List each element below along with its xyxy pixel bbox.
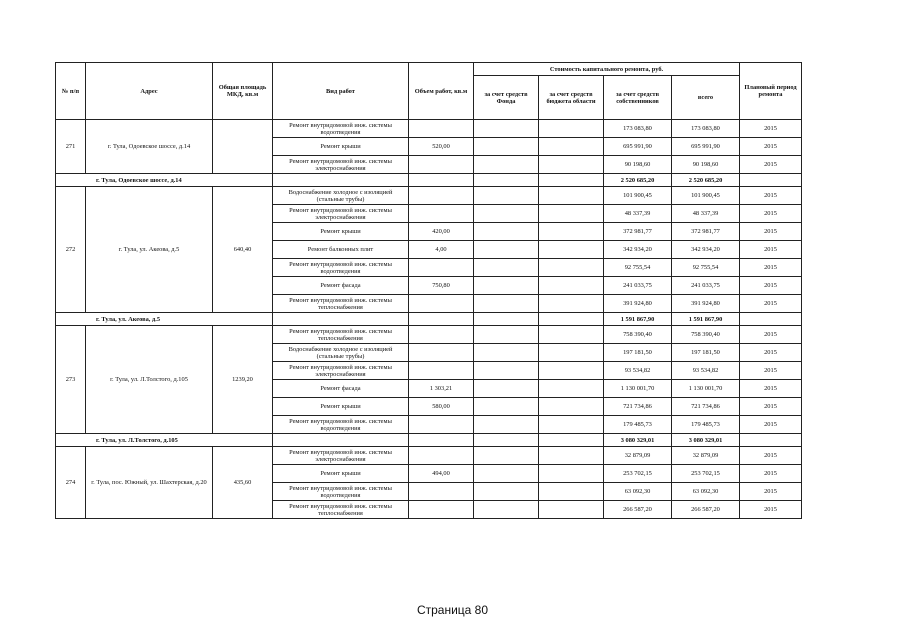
- period-cell: 2015: [740, 187, 802, 205]
- owners-cell: 179 485,73: [604, 416, 672, 434]
- total-cell: 173 083,80: [672, 120, 740, 138]
- total-cell: 101 900,45: [672, 187, 740, 205]
- subtotal-label: г. Тула, Одоевское шоссе, д.14: [56, 174, 273, 187]
- volume-cell: 1 303,21: [409, 380, 474, 398]
- period-cell: 2015: [740, 138, 802, 156]
- work-type-cell: Ремонт внутридомовой инж. системы водоотведения: [273, 483, 409, 501]
- fund-cell: [474, 398, 539, 416]
- owners-cell: 241 033,75: [604, 277, 672, 295]
- owners-cell: 101 900,45: [604, 187, 672, 205]
- row-address: г. Тула, пос. Южный, ул. Шахтерская, д.20: [86, 447, 213, 519]
- volume-cell: 420,00: [409, 223, 474, 241]
- period-cell: 2015: [740, 501, 802, 519]
- fund-cell: [474, 174, 539, 187]
- subtotal-owners: 1 591 867,90: [604, 313, 672, 326]
- period-cell: 2015: [740, 362, 802, 380]
- work-type-cell: Ремонт внутридомовой инж. системы электроснабжения: [273, 447, 409, 465]
- regional-budget-cell: [539, 344, 604, 362]
- volume-cell: 580,00: [409, 398, 474, 416]
- table-row: [56, 187, 802, 205]
- fund-cell: [474, 380, 539, 398]
- regional-budget-cell: [539, 465, 604, 483]
- regional-budget-cell: [539, 277, 604, 295]
- fund-cell: [474, 241, 539, 259]
- header-fund: за счет средств Фонда: [474, 76, 539, 120]
- table-row: [56, 120, 802, 138]
- period-cell: 2015: [740, 416, 802, 434]
- subtotal-row: [56, 174, 802, 187]
- period-cell: 2015: [740, 156, 802, 174]
- period-cell: 2015: [740, 483, 802, 501]
- subtotal-owners: 2 520 685,20: [604, 174, 672, 187]
- owners-cell: 266 587,20: [604, 501, 672, 519]
- regional-budget-cell: [539, 447, 604, 465]
- subtotal-total: 2 520 685,20: [672, 174, 740, 187]
- subtotal-total: 3 080 329,01: [672, 434, 740, 447]
- work-type-cell: [273, 313, 409, 326]
- regional-budget-cell: [539, 223, 604, 241]
- regional-budget-cell: [539, 483, 604, 501]
- total-cell: 391 924,80: [672, 295, 740, 313]
- work-type-cell: Ремонт крыши: [273, 465, 409, 483]
- row-num: 273: [56, 326, 86, 434]
- volume-cell: [409, 205, 474, 223]
- total-cell: 197 181,50: [672, 344, 740, 362]
- owners-cell: 342 934,20: [604, 241, 672, 259]
- fund-cell: [474, 120, 539, 138]
- table-row: [56, 447, 802, 465]
- regional-budget-cell: [539, 187, 604, 205]
- total-cell: 695 991,90: [672, 138, 740, 156]
- capital-repair-table: [55, 62, 802, 519]
- owners-cell: 695 991,90: [604, 138, 672, 156]
- row-area: 1239,20: [213, 326, 273, 434]
- regional-budget-cell: [539, 241, 604, 259]
- fund-cell: [474, 344, 539, 362]
- volume-cell: [409, 434, 474, 447]
- volume-cell: [409, 174, 474, 187]
- fund-cell: [474, 313, 539, 326]
- owners-cell: 92 755,54: [604, 259, 672, 277]
- row-address: г. Тула, ул. Л.Толстого, д.105: [86, 326, 213, 434]
- subtotal-owners: 3 080 329,01: [604, 434, 672, 447]
- owners-cell: 48 337,39: [604, 205, 672, 223]
- total-cell: 179 485,73: [672, 416, 740, 434]
- header-period: Плановый период ремонта: [740, 63, 802, 120]
- work-type-cell: [273, 174, 409, 187]
- regional-budget-cell: [539, 259, 604, 277]
- work-type-cell: Ремонт крыши: [273, 223, 409, 241]
- total-cell: 241 033,75: [672, 277, 740, 295]
- volume-cell: [409, 295, 474, 313]
- volume-cell: 4,00: [409, 241, 474, 259]
- regional-budget-cell: [539, 174, 604, 187]
- work-type-cell: Ремонт внутридомовой инж. системы водоотведения: [273, 259, 409, 277]
- table-row: [56, 326, 802, 344]
- regional-budget-cell: [539, 362, 604, 380]
- header-cost-group: Стоимость капитального ремонта, руб.: [474, 63, 740, 76]
- regional-budget-cell: [539, 156, 604, 174]
- volume-cell: [409, 326, 474, 344]
- header-work-type: Вид работ: [273, 63, 409, 120]
- work-type-cell: Ремонт внутридомовой инж. системы водоотведения: [273, 416, 409, 434]
- header-volume: Объем работ, кв.м: [409, 63, 474, 120]
- regional-budget-cell: [539, 434, 604, 447]
- owners-cell: 721 734,86: [604, 398, 672, 416]
- volume-cell: 520,00: [409, 138, 474, 156]
- period-cell: 2015: [740, 241, 802, 259]
- header-area: Общая площадь МКД, кв.м: [213, 63, 273, 120]
- row-num: 272: [56, 187, 86, 313]
- total-cell: 266 587,20: [672, 501, 740, 519]
- fund-cell: [474, 277, 539, 295]
- total-cell: 90 198,60: [672, 156, 740, 174]
- page-number: Страница 80: [416, 603, 489, 617]
- fund-cell: [474, 205, 539, 223]
- work-type-cell: Ремонт внутридомовой инж. системы теплоснабжения: [273, 295, 409, 313]
- period-cell: 2015: [740, 465, 802, 483]
- regional-budget-cell: [539, 398, 604, 416]
- period-cell: [740, 434, 802, 447]
- subtotal-row: [56, 434, 802, 447]
- work-type-cell: Ремонт внутридомовой инж. системы теплоснабжения: [273, 326, 409, 344]
- work-type-cell: Ремонт внутридомовой инж. системы теплоснабжения: [273, 501, 409, 519]
- volume-cell: [409, 344, 474, 362]
- total-cell: 63 092,30: [672, 483, 740, 501]
- total-cell: 93 534,82: [672, 362, 740, 380]
- regional-budget-cell: [539, 326, 604, 344]
- owners-cell: 1 130 001,70: [604, 380, 672, 398]
- period-cell: 2015: [740, 326, 802, 344]
- total-cell: 1 130 001,70: [672, 380, 740, 398]
- total-cell: 372 981,77: [672, 223, 740, 241]
- total-cell: 342 934,20: [672, 241, 740, 259]
- fund-cell: [474, 447, 539, 465]
- header-num: № п/п: [56, 63, 86, 120]
- total-cell: 721 734,86: [672, 398, 740, 416]
- regional-budget-cell: [539, 380, 604, 398]
- row-area: 435,60: [213, 447, 273, 519]
- owners-cell: 372 981,77: [604, 223, 672, 241]
- regional-budget-cell: [539, 416, 604, 434]
- regional-budget-cell: [539, 295, 604, 313]
- owners-cell: 197 181,50: [604, 344, 672, 362]
- table-body: [56, 120, 802, 519]
- volume-cell: 750,80: [409, 277, 474, 295]
- row-address: г. Тула, ул. Акеова, д.5: [86, 187, 213, 313]
- period-cell: [740, 174, 802, 187]
- work-type-cell: Ремонт внутридомовой инж. системы электроснабжения: [273, 156, 409, 174]
- period-cell: [740, 313, 802, 326]
- owners-cell: 93 534,82: [604, 362, 672, 380]
- owners-cell: 173 083,80: [604, 120, 672, 138]
- volume-cell: [409, 416, 474, 434]
- work-type-cell: Ремонт внутридомовой инж. системы электроснабжения: [273, 362, 409, 380]
- fund-cell: [474, 295, 539, 313]
- period-cell: 2015: [740, 295, 802, 313]
- period-cell: 2015: [740, 259, 802, 277]
- fund-cell: [474, 362, 539, 380]
- work-type-cell: [273, 434, 409, 447]
- work-type-cell: Ремонт балконных плит: [273, 241, 409, 259]
- regional-budget-cell: [539, 313, 604, 326]
- subtotal-label: г. Тула, ул. Акеова, д.5: [56, 313, 273, 326]
- work-type-cell: Ремонт внутридомовой инж. системы электроснабжения: [273, 205, 409, 223]
- owners-cell: 63 092,30: [604, 483, 672, 501]
- fund-cell: [474, 156, 539, 174]
- header-address: Адрес: [86, 63, 213, 120]
- work-type-cell: Ремонт крыши: [273, 398, 409, 416]
- period-cell: 2015: [740, 223, 802, 241]
- work-type-cell: Водоснабжение холодное с изоляцией (стальные трубы): [273, 187, 409, 205]
- period-cell: 2015: [740, 120, 802, 138]
- row-address: г. Тула, Одоевское шоссе, д.14: [86, 120, 213, 174]
- volume-cell: 494,00: [409, 465, 474, 483]
- period-cell: 2015: [740, 398, 802, 416]
- header-regional-budget: за счет средств бюджета области: [539, 76, 604, 120]
- subtotal-label: г. Тула, ул. Л.Толстого, д.105: [56, 434, 273, 447]
- header-total: всего: [672, 76, 740, 120]
- fund-cell: [474, 187, 539, 205]
- period-cell: 2015: [740, 205, 802, 223]
- total-cell: 253 702,15: [672, 465, 740, 483]
- period-cell: 2015: [740, 447, 802, 465]
- regional-budget-cell: [539, 138, 604, 156]
- total-cell: 758 390,40: [672, 326, 740, 344]
- regional-budget-cell: [539, 120, 604, 138]
- owners-cell: 90 198,60: [604, 156, 672, 174]
- volume-cell: [409, 120, 474, 138]
- row-area: [213, 120, 273, 174]
- total-cell: 32 879,09: [672, 447, 740, 465]
- fund-cell: [474, 434, 539, 447]
- fund-cell: [474, 223, 539, 241]
- fund-cell: [474, 501, 539, 519]
- period-cell: 2015: [740, 380, 802, 398]
- row-num: 274: [56, 447, 86, 519]
- subtotal-row: [56, 313, 802, 326]
- subtotal-total: 1 591 867,90: [672, 313, 740, 326]
- total-cell: 92 755,54: [672, 259, 740, 277]
- work-type-cell: Ремонт фасада: [273, 277, 409, 295]
- regional-budget-cell: [539, 501, 604, 519]
- volume-cell: [409, 483, 474, 501]
- volume-cell: [409, 501, 474, 519]
- owners-cell: 253 702,15: [604, 465, 672, 483]
- period-cell: 2015: [740, 277, 802, 295]
- period-cell: 2015: [740, 344, 802, 362]
- volume-cell: [409, 313, 474, 326]
- work-type-cell: Ремонт фасада: [273, 380, 409, 398]
- work-type-cell: Ремонт внутридомовой инж. системы водоотведения: [273, 120, 409, 138]
- volume-cell: [409, 187, 474, 205]
- volume-cell: [409, 362, 474, 380]
- owners-cell: 758 390,40: [604, 326, 672, 344]
- work-type-cell: Ремонт крыши: [273, 138, 409, 156]
- owners-cell: 391 924,80: [604, 295, 672, 313]
- volume-cell: [409, 447, 474, 465]
- row-num: 271: [56, 120, 86, 174]
- volume-cell: [409, 156, 474, 174]
- work-type-cell: Водоснабжение холодное с изоляцией (стальные трубы): [273, 344, 409, 362]
- owners-cell: 32 879,09: [604, 447, 672, 465]
- total-cell: 48 337,39: [672, 205, 740, 223]
- regional-budget-cell: [539, 205, 604, 223]
- fund-cell: [474, 138, 539, 156]
- volume-cell: [409, 259, 474, 277]
- fund-cell: [474, 483, 539, 501]
- fund-cell: [474, 259, 539, 277]
- header-owners: за счет средств собственников: [604, 76, 672, 120]
- fund-cell: [474, 326, 539, 344]
- fund-cell: [474, 465, 539, 483]
- row-area: 640,40: [213, 187, 273, 313]
- fund-cell: [474, 416, 539, 434]
